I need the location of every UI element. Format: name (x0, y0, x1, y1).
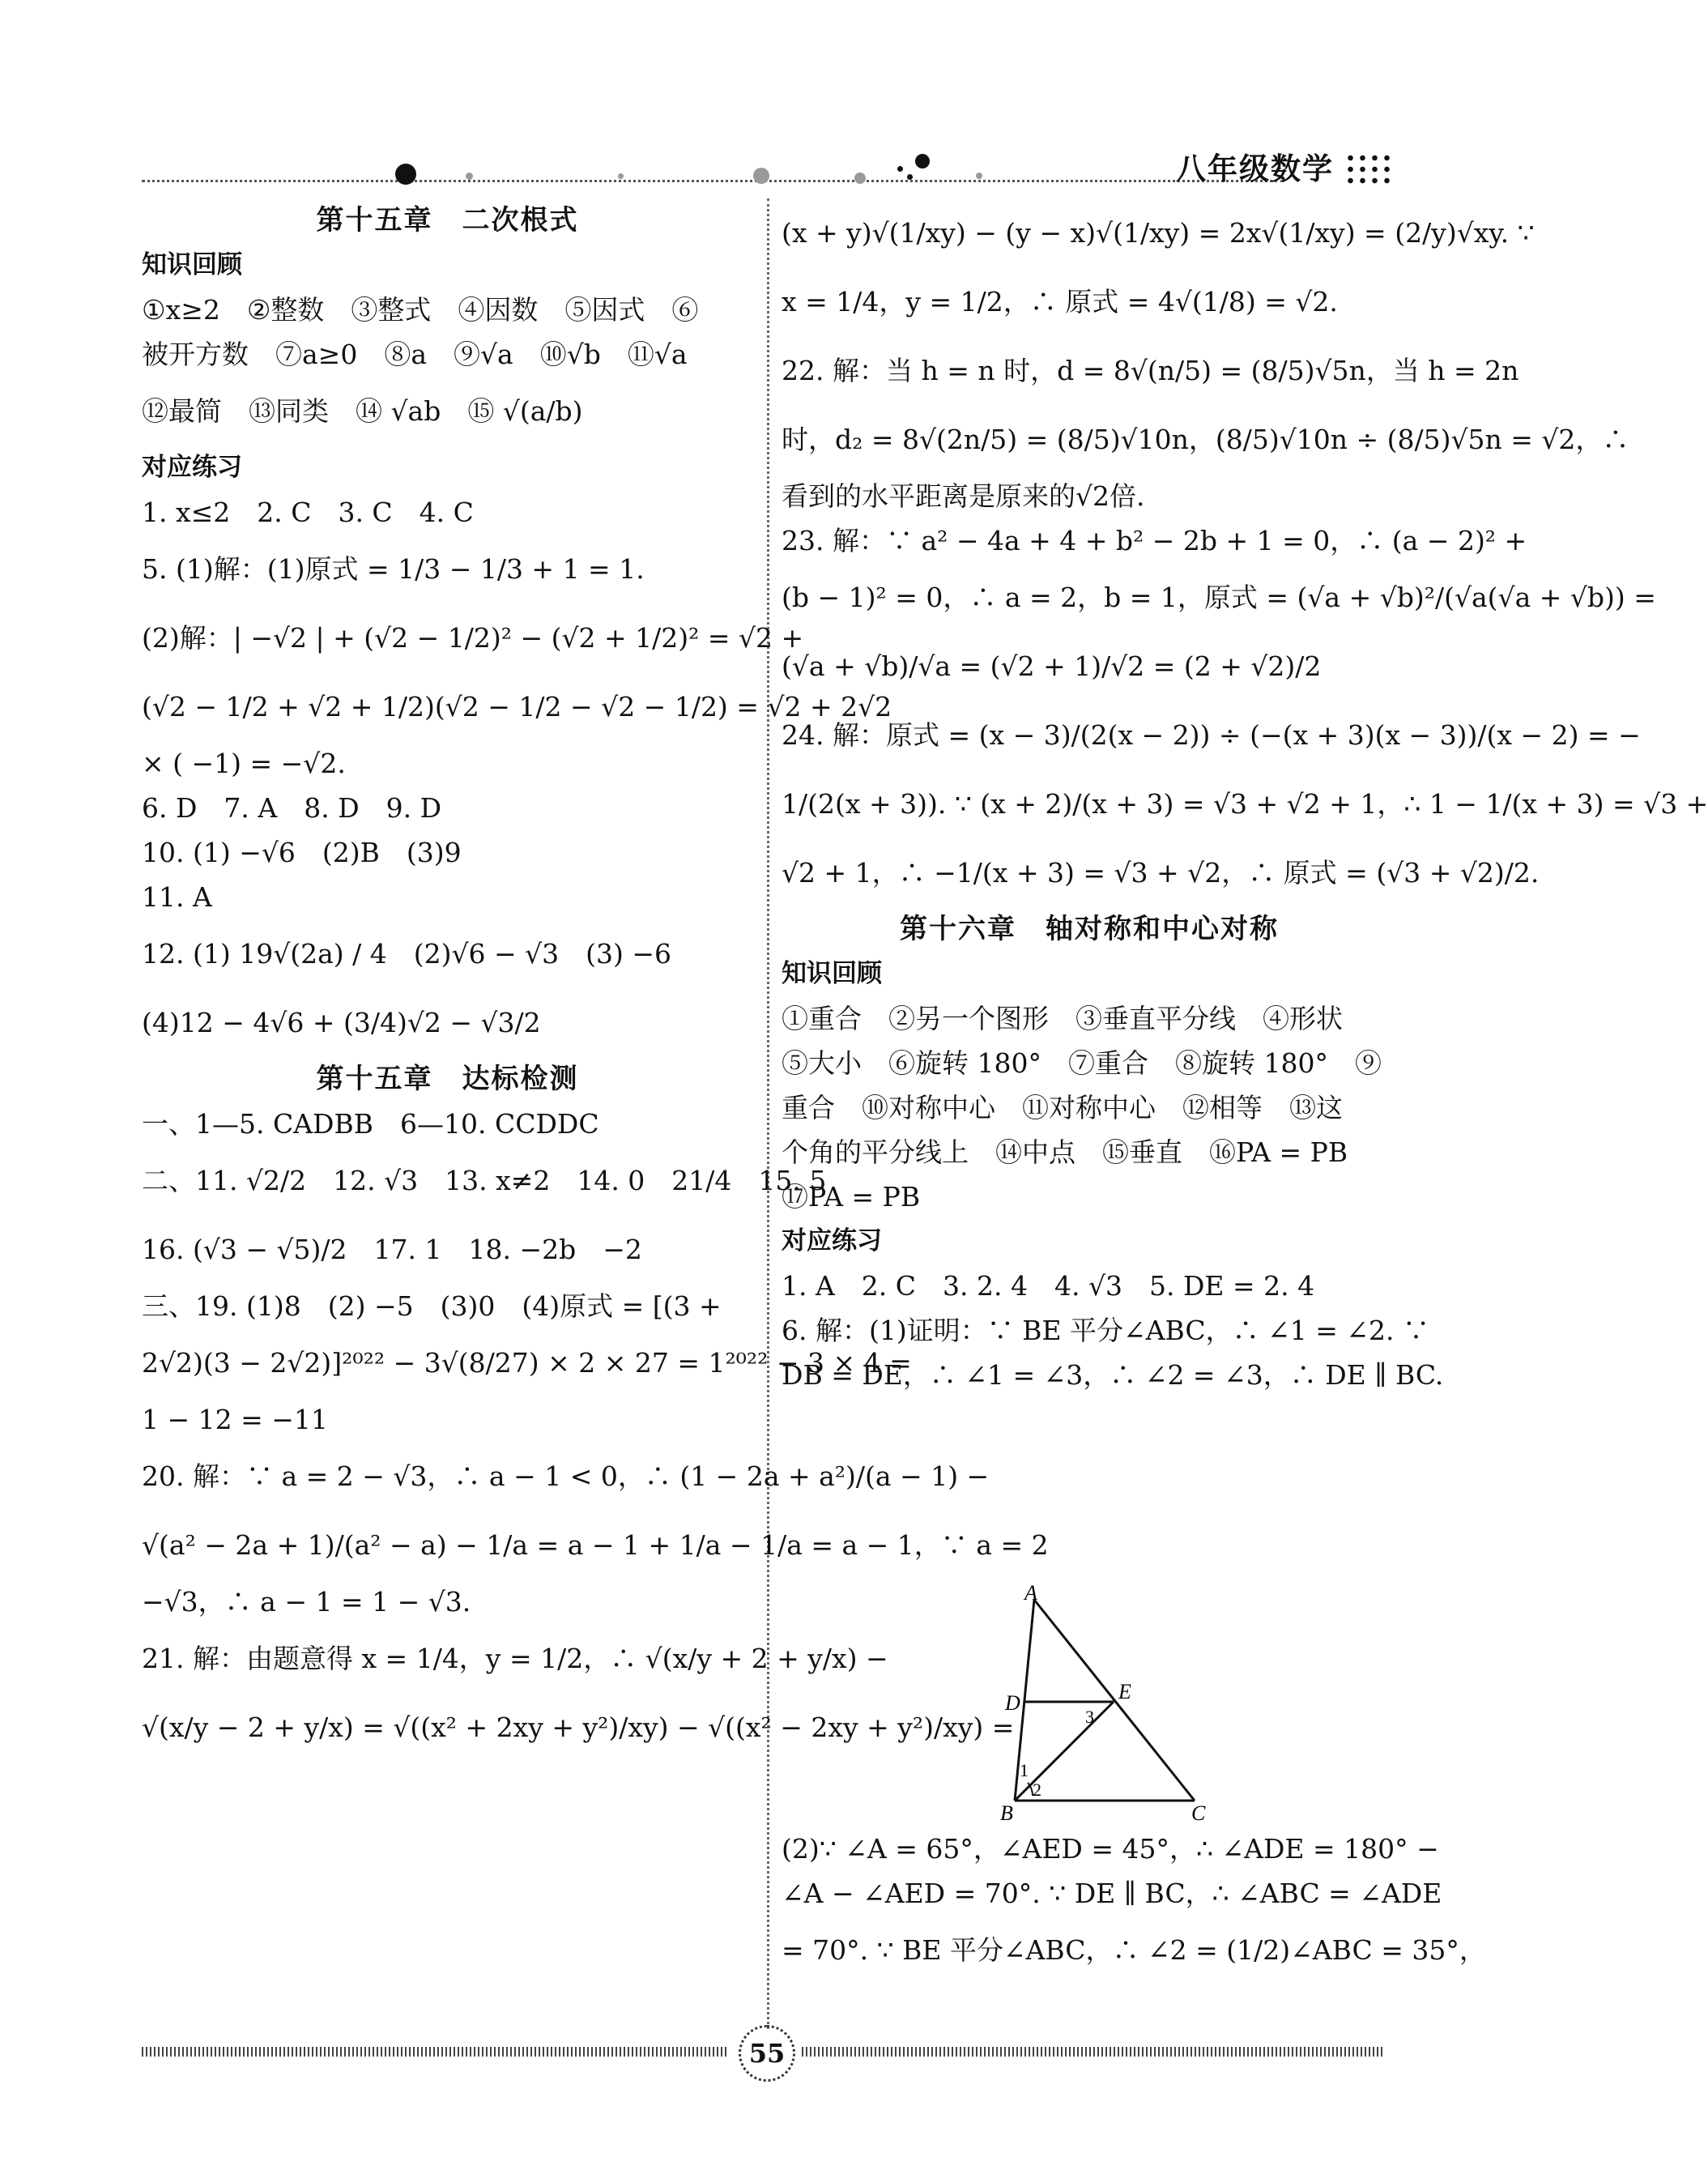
answer-line: DB = DE，∴ ∠1 = ∠3，∴ ∠2 = ∠3，∴ DE ∥ BC. (782, 1359, 1444, 1391)
figure-side-ac (1034, 1600, 1195, 1801)
right-column-continued (782, 1827, 1486, 1984)
page-number: 55 (739, 2025, 795, 2082)
answer-line: −√3，∴ a − 1 = 1 − √3. (142, 1586, 471, 1618)
figure-label-b: B (1000, 1801, 1013, 1825)
header-dotted-line (142, 180, 1284, 182)
section-heading: 知识回顾 (782, 959, 882, 988)
answer-line: 23. 解：∵ a² − 4a + 4 + b² − 2b + 1 = 0，∴ (a − 2)² + (782, 525, 1527, 556)
answer-line: 10. (1) −√6 (2)B (3)9 (142, 837, 462, 868)
answer-line: 1. A 2. C 3. 2. 4 4. √3 5. DE = 2. 4 (782, 1270, 1315, 1302)
answer-line: 22. 解：当 h = n 时，d = 8√(n/5) = (8/5)√5n，当 h = 2n (782, 355, 1519, 386)
answer-line: √(x/y − 2 + y/x) = √((x² + 2xy + y²)/xy) − √((x² − 2xy + y²)/xy) = (142, 1712, 1015, 1743)
answer-line: 三、19. (1)8 (2) −5 (3)0 (4)原式 = [(3 + (142, 1290, 722, 1322)
answer-line: ⑫最简 ⑬同类 ⑭ √ab ⑮ √(a/b) (142, 395, 583, 427)
answer-line: 一、1—5. CADBB 6—10. CCDDC (142, 1108, 599, 1140)
figure-label-3: 3 (1085, 1707, 1094, 1727)
figure-label-a: A (1024, 1581, 1037, 1605)
answer-line: √2 + 1，∴ −1/(x + 3) = √3 + √2，∴ 原式 = (√3 + √2)/2. (782, 857, 1540, 889)
answer-line: 5. (1)解：(1)原式 = 1/3 − 1/3 + 1 = 1. (142, 553, 645, 585)
answer-line: 16. (√3 − √5)/2 17. 1 18. −2b −2 (142, 1234, 642, 1265)
answer-line: (√2 − 1/2 + √2 + 1/2)(√2 − 1/2 − √2 − 1/2) = √2 + 2√2 (142, 691, 892, 723)
answer-line: 1. x≤2 2. C 3. C 4. C (142, 497, 474, 528)
answer-line: 21. 解：由题意得 x = 1/4，y = 1/2，∴ √(x/y + 2 + y/x) − (142, 1643, 888, 1674)
answer-line: (b − 1)² = 0，∴ a = 2，b = 1，原式 = (√a + √b)²/(√a(√a + √b)) = (782, 582, 1656, 613)
right-column (782, 198, 1708, 1397)
answer-line: ∠A − ∠AED = 70°. ∵ DE ∥ BC，∴ ∠ABC = ∠ADE (782, 1878, 1442, 1909)
section-heading: 对应练习 (142, 453, 242, 482)
answer-line: 11. A (142, 881, 212, 913)
figure-label-c: C (1191, 1801, 1206, 1825)
answer-line: (x + y)√(1/xy) − (y − x)√(1/xy) = 2x√(1/xy) = (2/y)√xy. ∵ (782, 217, 1535, 249)
section-heading: 知识回顾 (142, 250, 242, 279)
answer-line: 看到的水平距离是原来的√2倍. (782, 480, 1145, 512)
answer-line: 时，d₂ = 8√(2n/5) = (8/5)√10n，(8/5)√10n ÷ (8/5)√5n = √2，∴ (782, 424, 1629, 455)
header-decor-dot (395, 164, 416, 185)
answer-line: 12. (1) 19√(2a) / 4 (2)√6 − √3 (3) −6 (142, 938, 672, 970)
chapter-title: 第十六章 轴对称和中心对称 (900, 913, 1279, 945)
triangle-figure (1000, 1581, 1211, 1825)
answer-line: 1/(2(x + 3)). ∵ (x + 2)/(x + 3) = √3 + √2 + 1，∴ 1 − 1/(x + 3) = √3 + (782, 788, 1708, 820)
footer-bar-right (802, 2047, 1385, 2057)
answer-line: ①x≥2 ②整数 ③整式 ④因数 ⑤因式 ⑥ (142, 294, 699, 326)
section-heading: 对应练习 (782, 1226, 882, 1255)
figure-label-1: 1 (1020, 1760, 1029, 1780)
answer-line: 20. 解：∵ a = 2 − √3，∴ a − 1 < 0，∴ (1 − 2a + a²)/(a − 1) − (142, 1460, 990, 1492)
answer-line: 1 − 12 = −11 (142, 1404, 328, 1435)
chapter-title: 第十五章 达标检测 (316, 1063, 579, 1095)
footer-bar-left (142, 2047, 726, 2057)
answer-line: 重合 ⑩对称中心 ⑪对称中心 ⑫相等 ⑬这 (782, 1092, 1343, 1123)
answer-line: (2)解：| −√2 | + (√2 − 1/2)² − (√2 + 1/2)² = √2 + (142, 622, 804, 654)
header-decor-dot (907, 174, 913, 180)
column-divider (767, 198, 769, 2029)
answer-line: (√a + √b)/√a = (√2 + 1)/√2 = (2 + √2)/2 (782, 650, 1322, 682)
answer-line: 6. 解：(1)证明：∵ BE 平分∠ABC，∴ ∠1 = ∠2. ∵ (782, 1315, 1430, 1346)
answer-line: 6. D 7. A 8. D 9. D (142, 792, 442, 824)
chapter-title: 第十五章 二次根式 (316, 204, 579, 237)
header-decor-dot (753, 168, 769, 184)
answer-line: x = 1/4，y = 1/2，∴ 原式 = 4√(1/8) = √2. (782, 286, 1338, 318)
answer-line: (4)12 − 4√6 + (3/4)√2 − √3/2 (142, 1007, 541, 1038)
answer-line: ⑰PA = PB (782, 1181, 921, 1213)
answer-line: × ( −1) = −√2. (142, 748, 346, 779)
figure-label-2: 2 (1033, 1780, 1041, 1800)
header-decor-dot (854, 173, 866, 184)
answer-line: 个角的平分线上 ⑭中点 ⑮垂直 ⑯PA = PB (782, 1136, 1348, 1168)
header-grid-dots (1344, 152, 1393, 185)
header-decor-dot (915, 154, 930, 168)
answer-line: = 70°. ∵ BE 平分∠ABC，∴ ∠2 = (1/2)∠ABC = 35°， (782, 1934, 1486, 1966)
header-decor-dot (466, 173, 473, 180)
answer-line: ①重合 ②另一个图形 ③垂直平分线 ④形状 (782, 1003, 1343, 1034)
figure-label-e: E (1118, 1680, 1131, 1703)
header-title: 八年级数学 (1176, 151, 1334, 186)
header-decor-dot (976, 173, 982, 179)
answer-line: (2)∵ ∠A = 65°，∠AED = 45°，∴ ∠ADE = 180° − (782, 1833, 1439, 1865)
figure-label-d: D (1005, 1691, 1020, 1715)
answer-line: 二、11. √2/2 12. √3 13. x≠2 14. 0 21/4 15. 5 (142, 1165, 827, 1196)
answer-line: 被开方数 ⑦a≥0 ⑧a ⑨√a ⑩√b ⑪√a (142, 339, 688, 370)
answer-line: 2√2)(3 − 2√2)]²⁰²² − 3√(8/27) × 2 × 27 = 1²⁰²² − 3 × 4 = (142, 1347, 912, 1379)
header-decor-dot (897, 166, 903, 172)
answer-line: 24. 解：原式 = (x − 3)/(2(x − 2)) ÷ (−(x + 3)(x − 3))/(x − 2) = − (782, 719, 1641, 751)
answer-line: √(a² − 2a + 1)/(a² − a) − 1/a = a − 1 + 1/a − 1/a = a − 1，∵ a = 2 (142, 1529, 1049, 1561)
header-decor-dot (618, 173, 624, 179)
answer-line: ⑤大小 ⑥旋转 180° ⑦重合 ⑧旋转 180° ⑨ (782, 1047, 1382, 1079)
